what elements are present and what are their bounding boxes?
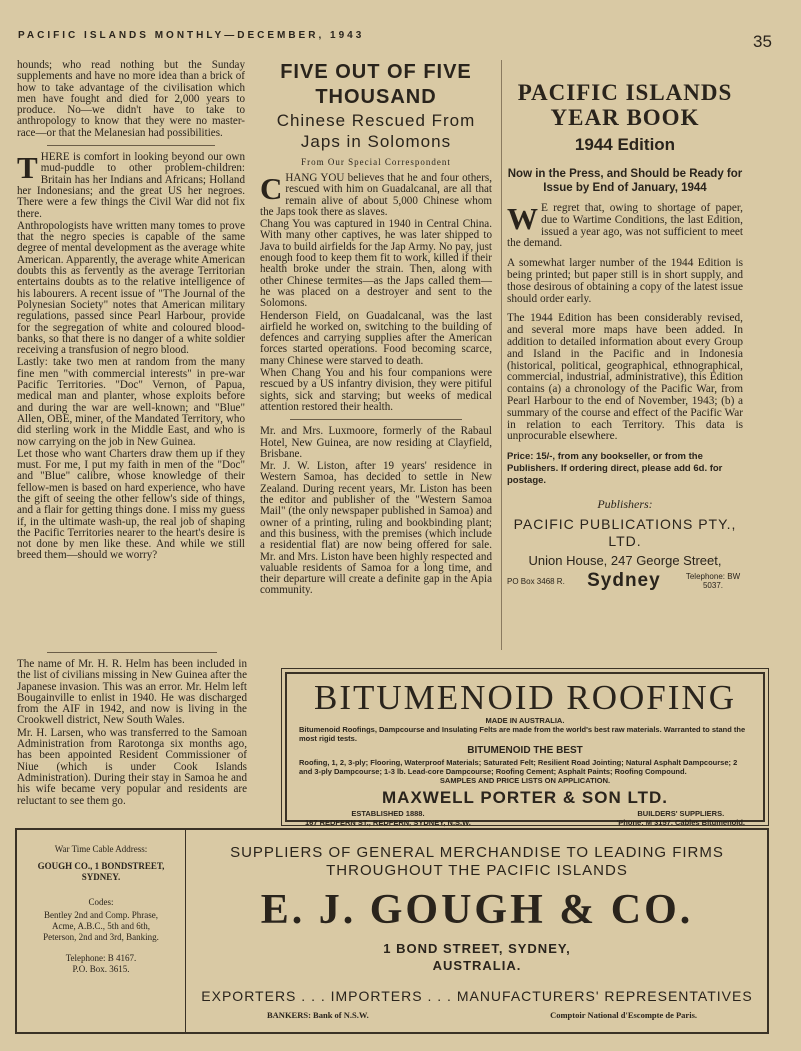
paragraph: When Chang You and his four companions were rescued by a US infantry division, they were pitiful sights, sick and starving; but weeks of medical attention restored their health. xyxy=(260,367,492,413)
paragraph: Let those who want Charters draw them up if they must. For me, I put my faith in men of the "Doc" and "Blue" calibre, whose knowledge of their fellow-men is based on hard experience, who have the gift of seeing the other fellow's side of things, and a flair for getting things done. I miss my guess if, in the ultimate wash-up, the real job of shaping the Pacific Territories nearer to the heart's desire is not done by men like these. And while we still breed them—should we worry? xyxy=(17,447,245,562)
po-box: PO Box 3468 R. xyxy=(507,576,565,586)
paragraph: A somewhat larger number of the 1944 Edition is being printed; but paper still is in short supply, and those desirous of obtaining a copy of the latest issue should order early. xyxy=(507,257,743,305)
drop-cap: T xyxy=(17,150,38,186)
advert-slogan: BITUMENOID THE BEST xyxy=(467,745,583,756)
publisher-name: PACIFIC PUBLICATIONS PTY., LTD. xyxy=(513,516,737,550)
notes-column-left xyxy=(17,652,247,808)
article-column-middle xyxy=(260,60,492,598)
paragraph: Mr. J. W. Liston, after 19 years' residence in Western Samoa, has decided to settle in New Zealand. During recent years, Mr. Liston has been the editor and publisher of the "Western Samoa Mail" (the only newspaper published in Samoa) and owner of a printing, ruling and bookbinding plant; and this business, with the premises (which include a residential flat) are now being offered for sale. Mr. and Mrs. Liston have been highly respected and valuable residents of Samoa for a long time, and their departure will create a definite gap in the Apia community. xyxy=(260,460,492,597)
paragraph-text: HANG YOU believes that he and four others, rescued with him on Guadalcanal, are all that remain alive of about 5,000 Chinese whom the Japs took there as slaves. xyxy=(260,172,492,218)
article-column-left xyxy=(17,60,245,563)
suppliers-line: SUPPLIERS OF GENERAL MERCHANDISE TO LEADING FIRMS THROUGHOUT THE PACIFIC ISLANDS xyxy=(230,844,724,879)
paragraph: Chang You was captured in 1940 in Central China. With many other captives, he was later shipped to Java to build airfields for the Jap Army. No pay, just enough food to keep them fit to work, killed if their health broke under the strain. Then, along with other Chinese termites—as the Japs called them—he was placed on a destroyer and sent to the Solomons. xyxy=(260,218,492,310)
product-list: Roofing, 1, 2, 3-ply; Flooring, Waterproof Materials; Saturated Felt; Resilient Road Jointing; Natural Asphalt Dampcourse; 2 and 3-ply Dampcourse; 1-3 lb. Lead-core Dampcourse; Roofing Cement; Asphalt Paints; Roofing Compound. xyxy=(299,758,738,776)
gough-contact-panel xyxy=(17,830,186,1032)
yearbook-subheading: Now in the Press, and Should be Ready for Issue by End of January, 1944 xyxy=(507,168,743,194)
drop-cap: W xyxy=(507,201,538,236)
company-name: E. J. GOUGH & CO. xyxy=(260,887,694,933)
article-title: FIVE OUT OF FIVE THOUSAND xyxy=(280,61,472,108)
paragraph-text: E regret that, owing to shortage of paper, due to Wartime Conditions, the last Edition, issued a year ago, was not sufficient to meet the demand. xyxy=(507,202,743,250)
comptoir: Comptoir National d'Escompte de Paris. xyxy=(550,1010,697,1020)
paragraph: hounds; who read nothing but the Sunday supplements and have no more idea than a brick of how to take advantage of the civilisation which men have fought and died for 2,000 years to produce. No—we didn't have to take to anthropology to know that they were no master-race—or that the Melanesian had possibilities. xyxy=(17,59,245,139)
paragraph xyxy=(260,173,492,218)
publisher-contact xyxy=(507,570,743,592)
samples-note: SAMPLES AND PRICE LISTS ON APPLICATION. xyxy=(439,776,611,785)
trade-line: EXPORTERS . . . IMPORTERS . . . MANUFACTURERS' REPRESENTATIVES xyxy=(201,988,753,1004)
builders-suppliers: BUILDERS' SUPPLIERS. xyxy=(637,809,725,818)
yearbook-advert xyxy=(507,80,743,592)
gough-advert xyxy=(15,828,769,1034)
paragraph: Mr. and Mrs. Luxmoore, formerly of the Rabaul Hotel, New Guinea, are now residing at Clayfield, Brisbane. xyxy=(260,425,492,460)
address-line-1: 1 BOND STREET, SYDNEY, xyxy=(383,941,571,956)
paragraph: The 1944 Edition has been considerably revised, and several more maps have been added. In addition to detailed information about every Group and Island in the Pacific and in Indonesia (historical, political, geographical, ethnographical, commercial, industrial, administrative), this Edition contains (a) a chronology of the Pacific War, from Pearl Harbour to the end of November, 1943; (b) a summary of the course and effect of the Pacific War in relation to each Territory. This data is unprocurable elsewhere. xyxy=(507,312,743,443)
po-box: P.O. Box. 3615. xyxy=(72,964,130,974)
price-note: Price: 15/-, from any bookseller, or from the Publishers. If ordering direct, please add 6d. for postage. xyxy=(507,451,723,487)
paragraph: Henderson Field, on Guadalcanal, was the last airfield he worked on, switching to the building of defences and carrying supplies after the American forces started operations. Food becoming scarce, many Chinese were starved to death. xyxy=(260,309,492,367)
divider xyxy=(47,145,215,146)
made-in: MADE IN AUSTRALIA. xyxy=(485,716,565,725)
address-line-2: AUSTRALIA. xyxy=(432,958,522,973)
yearbook-title: PACIFIC ISLANDS YEAR BOOK xyxy=(517,80,733,130)
paragraph xyxy=(17,152,245,220)
paragraph xyxy=(507,203,743,250)
advert-footer xyxy=(287,809,763,827)
phone: 'Phone: M 3157. Cables Bitumenoid. xyxy=(616,818,745,827)
codes-label: Codes: xyxy=(88,897,114,907)
publisher-address: Union House, 247 George Street, xyxy=(528,553,722,569)
yearbook-edition: 1944 Edition xyxy=(574,135,676,154)
divider xyxy=(290,419,462,420)
drop-cap: C xyxy=(260,171,283,206)
byline: From Our Special Correspondent xyxy=(301,157,451,167)
bitumenoid-advert xyxy=(285,672,765,827)
footer-left xyxy=(305,809,471,827)
paragraph: Anthropologists have written many tomes to prove that the negro species is capable of the same degree of mental development as the average white American. Apparently, the average white American doubts this as fervently as the average Territorian entertains doubts as to the relative intelligence of his labourers. A recent issue of "The Journal of the Polynesian Society" notes that American military regulations, passed since Pearl Harbour, provide for the segregation of white and coloured blood-banks, so that there is no danger of a white soldier receiving a transfusion of negro blood. xyxy=(17,219,245,357)
bankers: BANKERS: Bank of N.S.W. xyxy=(267,1010,369,1020)
cable-address: GOUGH CO., 1 BONDSTREET, SYDNEY. xyxy=(37,861,165,882)
telephone: Telephone: BW 5037. xyxy=(685,572,741,591)
article-subtitle: Chinese Rescued From Japs in Solomons xyxy=(276,111,476,151)
advert-title: BITUMENOID ROOFING xyxy=(314,678,736,717)
bankers-row xyxy=(187,1010,767,1020)
footer-right xyxy=(617,809,745,827)
paragraph: Mr. H. Larsen, who was transferred to the Samoan Administration from Rarotonga six months ago, has been appointed Resident Commissioner of Niue (which is under Cook Islands Administration). During their stay in Samoa he and his wife became very popular and residents are reluctant to see them go. xyxy=(17,726,247,807)
telephone: Telephone: B 4167. xyxy=(65,953,137,963)
divider xyxy=(47,652,217,653)
company-name: MAXWELL PORTER & SON LTD. xyxy=(382,788,668,807)
codes: Bentley 2nd and Comp. Phrase, Acme, A.B.C., 5th and 6th, Peterson, 2nd and 3rd, Banking. xyxy=(43,910,159,942)
advert-description: Bitumenoid Roofings, Dampcourse and Insulating Felts are made from the world's best raw materials. Warranted to stand the most rigid tests. xyxy=(299,725,746,743)
city: Sydney xyxy=(587,570,661,592)
cable-label: War Time Cable Address: xyxy=(54,844,148,854)
page-number: 35 xyxy=(753,32,772,51)
established: ESTABLISHED 1888. xyxy=(351,809,425,818)
paragraph-text: HERE is comfort in looking beyond our own mud-puddle to other problem-children: Britain has her Indians and Africans; Holland her Indonesians; and the great US her negroes. There were a few things the Civil War did not fix there. xyxy=(17,151,245,220)
paragraph: The name of Mr. H. R. Helm has been included in the list of civilians missing in New Guinea after the Japanese invasion. This was an error. Mr. Helm left Bougainville to enlist in 1940. He was discharged from the AIF in 1942, and now is living in the Crookwell district, New South Wales. xyxy=(17,658,247,727)
publishers-label: Publishers: xyxy=(597,497,653,512)
column-divider xyxy=(501,60,502,650)
address: 167 REDFERN ST., REDFERN, SYDNEY, N.S.W. xyxy=(305,818,471,827)
paragraph: Lastly: take two men at random from the many fine men "with commercial interests" in pre-war Pacific Territories. "Doc" Vernon, of Papua, medical man and planter, whose exploits before and during the war are well-known; and "Blue" Allen, OBE, miner, of the Mandated Territory, who did sterling work in the Middle East, and who is now carrying on the job in New Guinea. xyxy=(17,356,245,448)
gough-main-panel xyxy=(187,830,767,1020)
running-header: PACIFIC ISLANDS MONTHLY—DECEMBER, 1943 xyxy=(18,30,365,41)
